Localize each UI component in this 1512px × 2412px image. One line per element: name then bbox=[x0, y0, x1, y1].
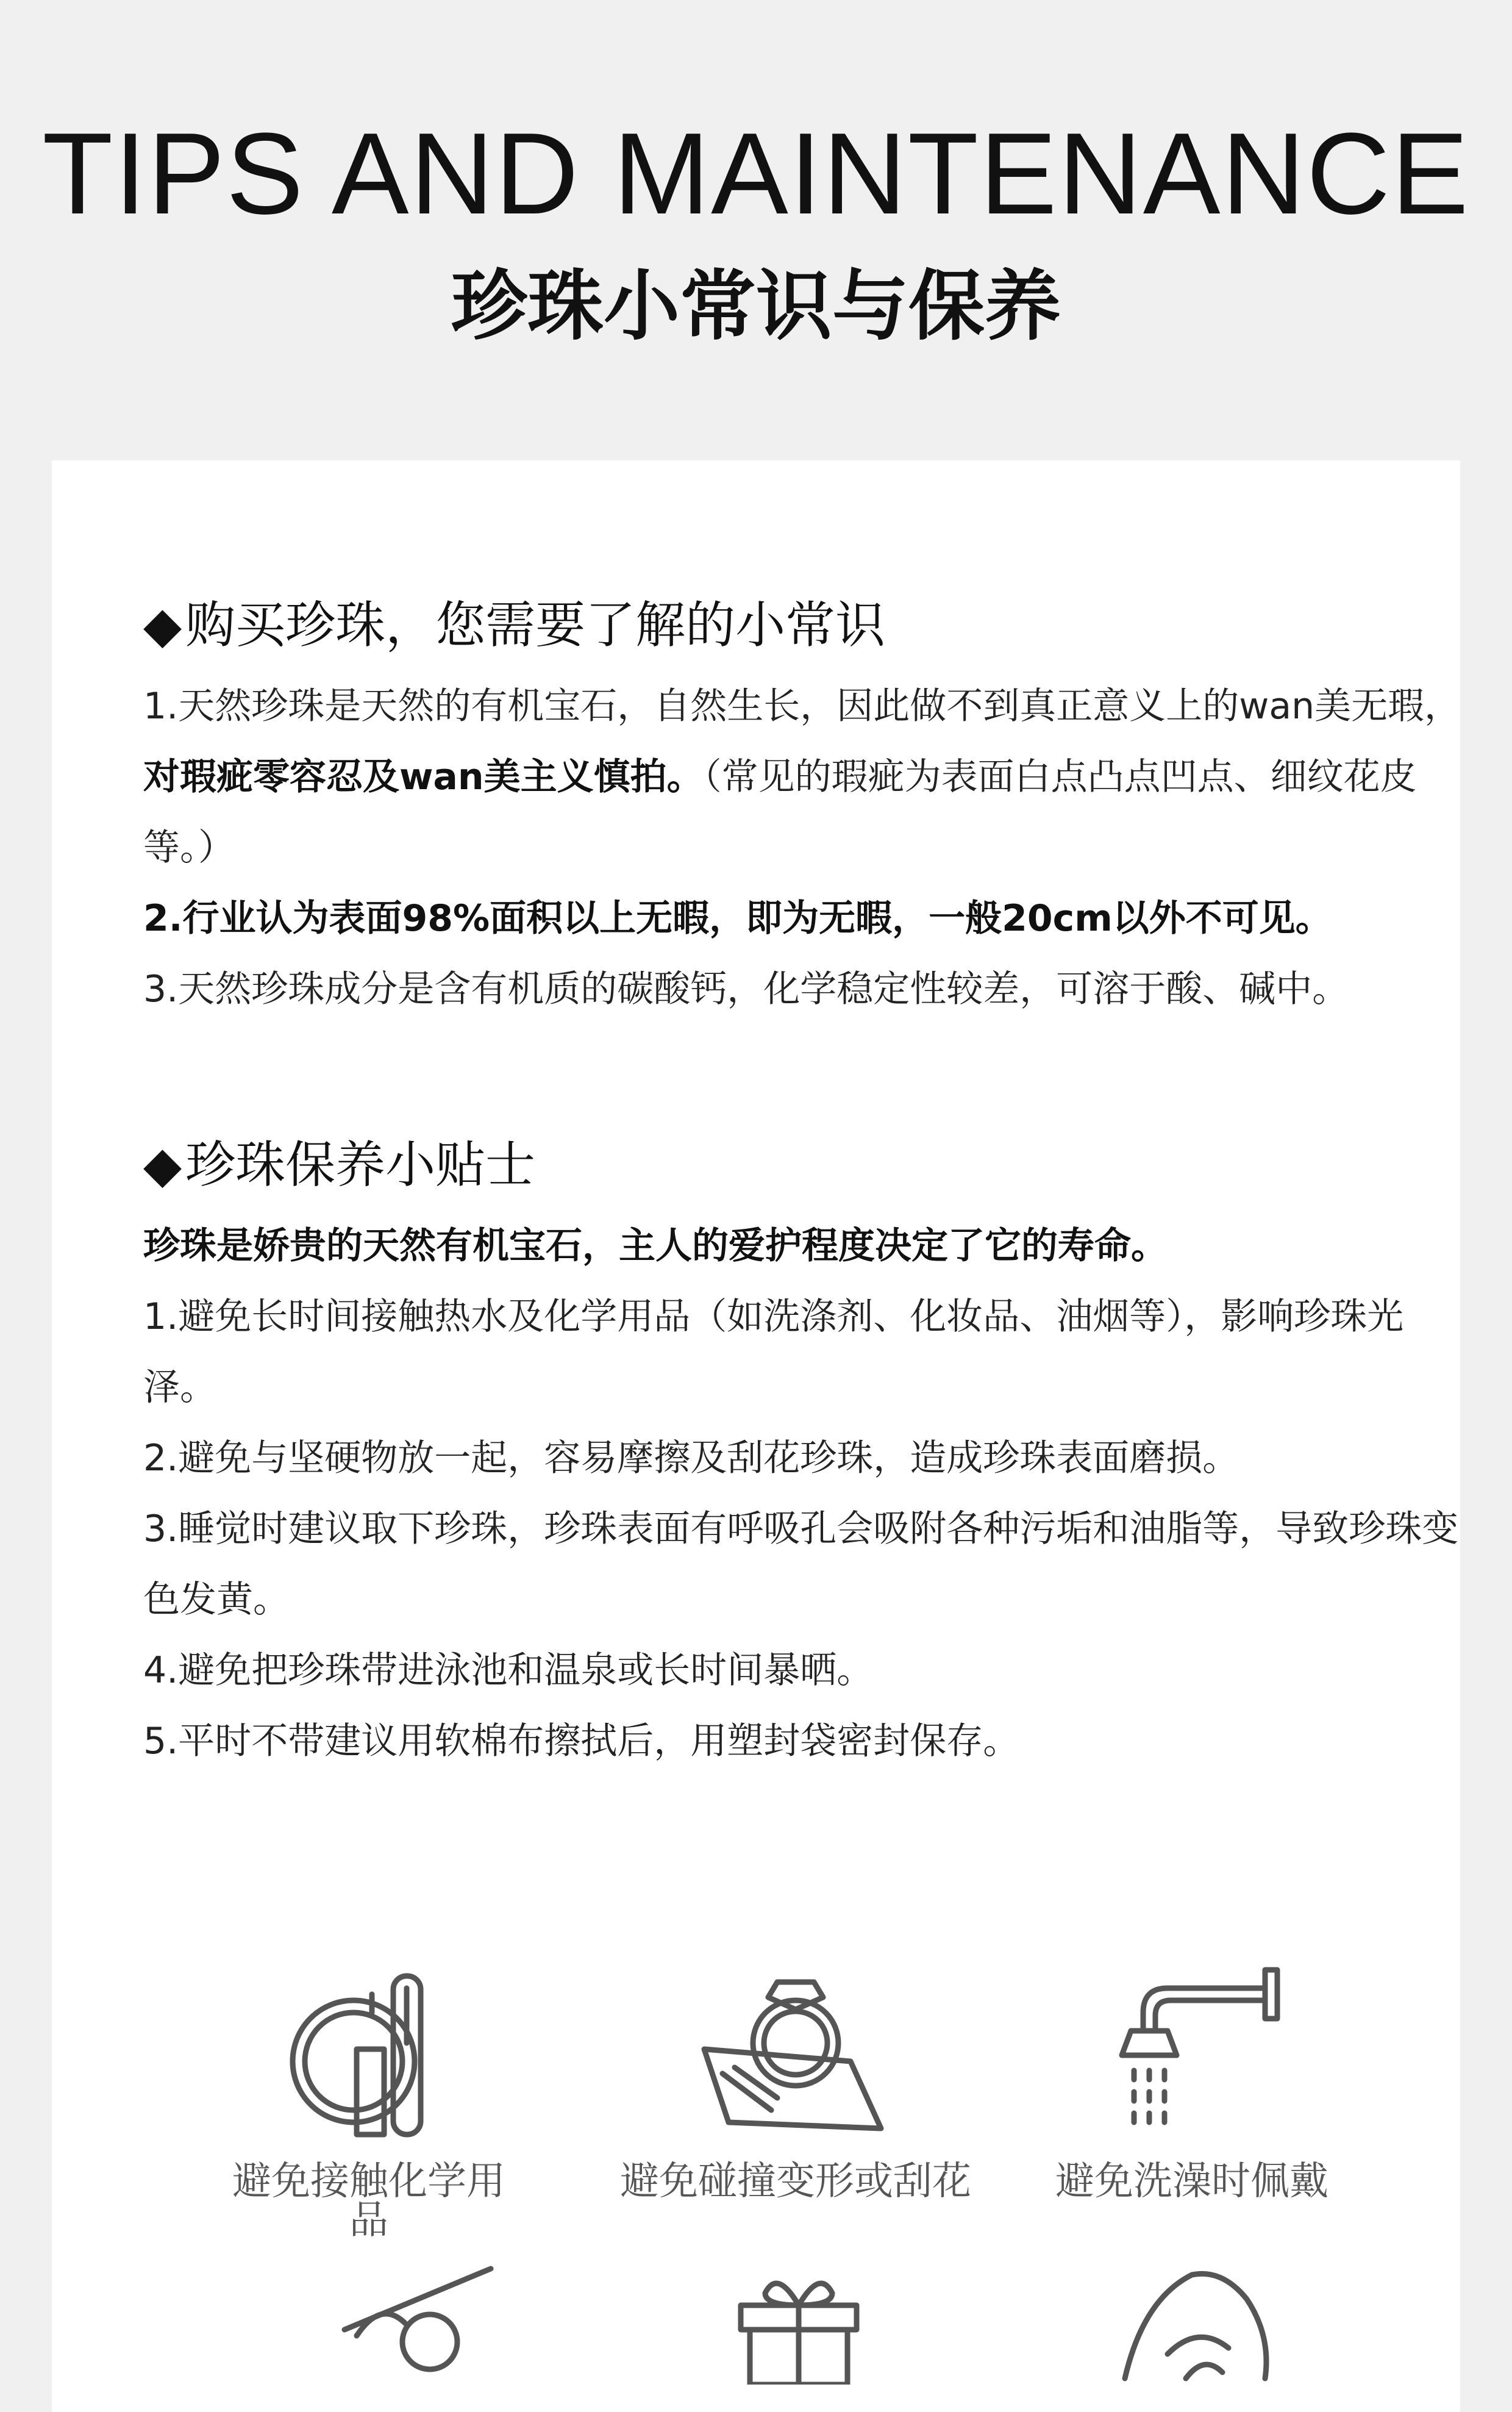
icon-caption: 避免洗澡时佩戴 bbox=[1055, 2159, 1328, 2204]
icon-caption: 避免碰撞变形或刮花 bbox=[620, 2159, 971, 2204]
gift-box-icon bbox=[722, 2263, 875, 2385]
ring-on-surface-icon bbox=[698, 1964, 893, 2141]
page-subtitle: 珍珠小常识与保养 bbox=[451, 262, 1061, 351]
cosmetics-icon bbox=[280, 1964, 457, 2141]
section-title-buying-tips bbox=[143, 596, 886, 654]
paragraph-2: 2.行业认为表面98%面积以上无暇，即为无暇，一般20cm以外不可见。 bbox=[143, 897, 1332, 940]
paragraph-1 bbox=[143, 671, 1472, 883]
section-title-care-tips bbox=[143, 1136, 536, 1194]
icon-caption: 避免接触化学用品 bbox=[232, 2159, 505, 2243]
paragraph-1-note: （常见的瑕疵为表面白点凸点凹点、细纹花皮等。） bbox=[143, 756, 1417, 869]
content-card bbox=[52, 460, 1460, 2412]
shower-icon bbox=[1100, 1964, 1296, 2141]
swimming-icon bbox=[320, 2263, 503, 2385]
section-title-text: 珍珠保养小贴士 bbox=[185, 1136, 536, 1194]
diamond-bullet-icon: ◆ bbox=[143, 596, 182, 654]
section-title-text: 购买珍珠，您需要了解的小常识 bbox=[185, 596, 886, 654]
paragraph-1-bold: 对瑕疵零容忍及wan美主义慎拍。 bbox=[143, 756, 704, 798]
paragraph-1-text: 1.天然珍珠是天然的有机宝石，自然生长，因此做不到真正意义上的wan美无瑕， bbox=[143, 685, 1461, 728]
care-tip: 4.避免把珍珠带进泳池和温泉或长时间暴晒。 bbox=[143, 1649, 874, 1692]
care-tip: 3.睡觉时建议取下珍珠，珍珠表面有呼吸孔会吸附各种污垢和油脂等，导致珍珠变色发黄。 bbox=[143, 1508, 1459, 1621]
page-title: TIPS AND MAINTENANCE bbox=[42, 109, 1470, 238]
diamond-bullet-icon: ◆ bbox=[143, 1136, 182, 1194]
section2-body bbox=[143, 1211, 1472, 1777]
care-tip: 5.平时不带建议用软棉布擦拭后，用塑封袋密封保存。 bbox=[143, 1720, 1020, 1762]
care-tip: 1.避免长时间接触热水及化学用品（如洗涤剂、化妆品、油烟等），影响珍珠光泽。 bbox=[143, 1295, 1404, 1409]
care-tip: 2.避免与坚硬物放一起，容易摩擦及刮花珍珠，造成珍珠表面磨损。 bbox=[143, 1437, 1239, 1480]
section1-body bbox=[143, 671, 1472, 1025]
care-intro: 珍珠是娇贵的天然有机宝石，主人的爱护程度决定了它的寿命。 bbox=[143, 1225, 1168, 1267]
cloth-wipe-icon bbox=[1113, 2263, 1283, 2385]
paragraph-3: 3.天然珍珠成分是含有机质的碳酸钙，化学稳定性较差，可溶于酸、碱中。 bbox=[143, 968, 1349, 1011]
